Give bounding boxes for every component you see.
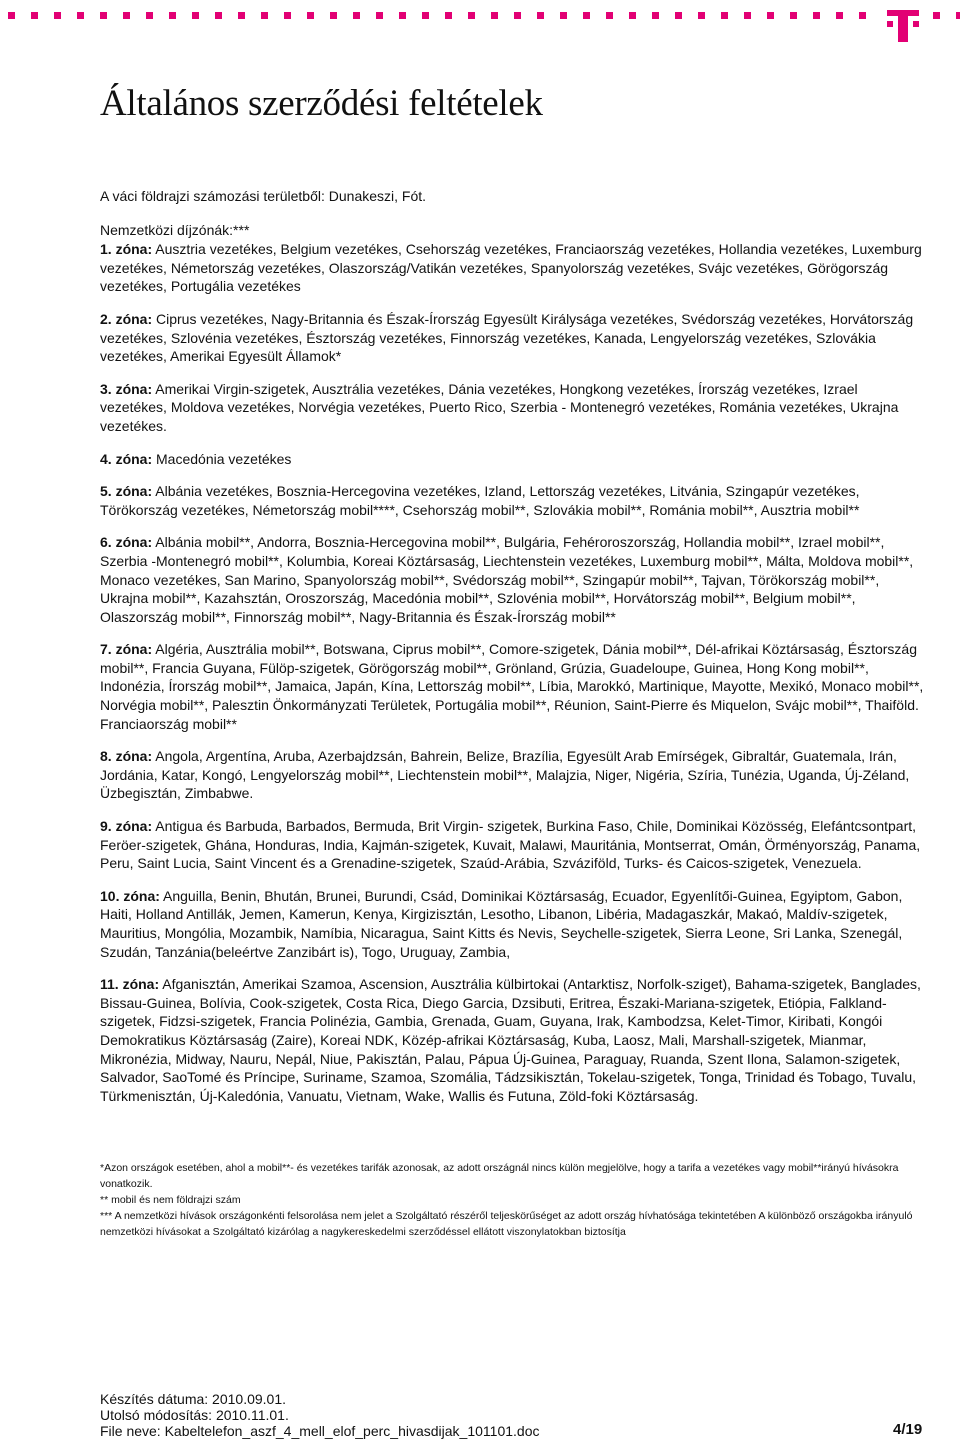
header-dot xyxy=(675,12,682,19)
zone-list xyxy=(100,240,928,1105)
header-dot xyxy=(445,12,452,19)
zone-countries: Algéria, Ausztrália mobil**, Botswana, Ciprus mobil**, Comore-szigetek, Dánia mobil**, Dél-afrikai Köztársaság, Észtország mobil**, Francia Guyana, Fülöp-szigetek, Görögország mobil**, Grönland, Grúzia, Guadeloupe, Guinea, Hong Kong mobil**, Indonézia, Írország mobil**, Jamaica, Japán, Kína, Lettország mobil**, Líbia, Marokkó, Martinique, Mayotte, Mexikó, Monaco mobil**, Norvégia mobil**, Palesztin Önkormányzati Területek, Portugália mobil**, Réunion, Saint-Pierre és Miquelon, Svájc mobil**, Thaiföld. Franciaország mobil** xyxy=(100,641,924,732)
zone-label: 4. zóna: xyxy=(100,450,153,467)
header-dot xyxy=(744,12,751,19)
header-dot xyxy=(514,12,521,19)
created-date: Készítés dátuma: 2010.09.01. xyxy=(100,1391,287,1407)
zone-paragraph xyxy=(100,887,928,961)
zone-paragraph xyxy=(100,817,928,873)
zone-countries: Anguilla, Benin, Bhután, Brunei, Burundi, Csád, Dominikai Köztársaság, Ecuador, Egyenlítői-Guinea, Egyiptom, Gabon, Haiti, Holland Antillák, Jemen, Kamerun, Kenya, Kirgizisztán, Lesotho, Libanon, Libéria, Madagaszkár, Makaó, Maldív-szigetek, Mauritius, Mongólia, Mozambik, Namíbia, Nicaragua, Saint Kitts és Nevis, Seychelle-szigetek, Sierra Leone, Sri Lanka, Szenegál, Szudán, Tanzánia(beleértve Zanzibárt is), Togo, Uruguay, Zambia, xyxy=(100,887,903,960)
zone-paragraph xyxy=(100,975,928,1105)
zone-label: 7. zóna: xyxy=(100,641,153,658)
page-title: Általános szerződési feltételek xyxy=(100,83,543,124)
header-dot xyxy=(491,12,498,19)
document-body xyxy=(100,187,928,1119)
header-dot xyxy=(836,12,843,19)
modified-date: Utolsó módosítás: 2010.11.01. xyxy=(100,1407,289,1423)
header-dot xyxy=(215,12,222,19)
footnotes xyxy=(100,1160,930,1240)
header-dot xyxy=(606,12,613,19)
zone-label: 1. zóna: xyxy=(100,241,153,258)
footnote-2: ** mobil és nem földrajzi szám xyxy=(100,1194,241,1206)
header-dot xyxy=(8,12,15,19)
header-dot xyxy=(560,12,567,19)
zone-countries: Antigua és Barbuda, Barbados, Bermuda, Brit Virgin- szigetek, Burkina Faso, Chile, Dominikai Közösség, Elefántcsontpart, Feröer-szigetek, Ghána, Honduras, India, Kajmán-szigetek, Kuvait, Malawi, Mauritánia, Montserrat, Omán, Örményország, Panama, Peru, Saint Lucia, Saint Vincent és a Grenadine-szigetek, Szaúd-Arábia, Szváziföld, Turks- és Caicos-szigetek, Venezuela. xyxy=(100,818,921,872)
zone-paragraph xyxy=(100,533,928,626)
footnote-1: *Azon országok esetében, ahol a mobil**- és vezetékes tarifák azonosak, az adott országnál nincs külön megjelölve, hogy a tarifa a vezetékes vagy mobil**irányú hívásokra vonatkozik. xyxy=(100,1162,899,1190)
document-meta xyxy=(100,1391,539,1439)
zone-paragraph xyxy=(100,450,928,469)
header-dot xyxy=(721,12,728,19)
intro-text: A váci földrajzi számozási területből: Dunakeszi, Fót. xyxy=(100,188,427,204)
zone-countries: Albánia vezetékes, Bosznia-Hercegovina vezetékes, Izland, Lettország vezetékes, Litvánia, Szingapúr vezetékes, Törökország vezetékes, Németország mobil****, Csehország mobil**, Szlovákia mobil**, Románia mobil**, Ausztria mobil** xyxy=(100,483,860,518)
zone-countries: Amerikai Virgin-szigetek, Ausztrália vezetékes, Dánia vezetékes, Hongkong vezetékes, Írország vezetékes, Izrael vezetékes, Moldova vezetékes, Norvégia vezetékes, Puerto Rico, Szerbia - Montenegró vezetékes, Románia vezetékes, Ukrajna vezetékes. xyxy=(100,380,899,434)
header-dot xyxy=(77,12,84,19)
zone-countries: Ausztria vezetékes, Belgium vezetékes, Csehország vezetékes, Franciaország vezetékes, Hollandia vezetékes, Luxemburg vezetékes, Németország vezetékes, Olaszország/Vatikán vezetékes, Spanyolország vezetékes, Svájc vezetékes, Görögország vezetékes, Portugália vezetékes xyxy=(100,241,922,295)
zone-label: 10. zóna: xyxy=(100,887,160,904)
header-dot xyxy=(353,12,360,19)
header-dot xyxy=(54,12,61,19)
zone-paragraph xyxy=(100,640,928,733)
header-dot-pattern xyxy=(0,12,960,24)
page-number: 4/19 xyxy=(893,1421,923,1438)
telekom-t-logo xyxy=(887,4,919,44)
header-dot xyxy=(31,12,38,19)
zone-countries: Angola, Argentína, Aruba, Azerbajdzsán, Bahrein, Belize, Brazília, Egyesült Arab Emírségek, Gibraltár, Guatemala, Irán, Jordánia, Katar, Kongó, Lengyelország mobil**, Liechtenstein mobil**, Malajzia, Niger, Nigéria, Szíria, Tunézia, Uganda, Új-Zéland, Üzbegisztán, Zimbabwe. xyxy=(100,748,910,802)
header-dot xyxy=(652,12,659,19)
header-dot xyxy=(422,12,429,19)
header-dot xyxy=(790,12,797,19)
header-dot xyxy=(537,12,544,19)
header-dot xyxy=(169,12,176,19)
header-dot xyxy=(956,12,960,19)
zone-countries: Afganisztán, Amerikai Szamoa, Ascension, Ausztrália külbirtokai (Antarktisz, Norfolk-sziget), Bahama-szigetek, Banglades, Bissau-Guinea, Bolívia, Cook-szigetek, Costa Rica, Diego Garcia, Dzsibuti, Eritrea, Északi-Mariana-szigetek, Etiópia, Falkland-szigetek, Fidzsi-szigetek, Francia Polinézia, Gambia, Grenada, Guam, Guyana, Irak, Kambodzsa, Kelet-Timor, Kiribati, Kongói Demokratikus Köztársaság (Zaire), Koreai NDK, Közép-afrikai Köztársaság, Kuba, Laosz, Mali, Marshall-szigetek, Mianmar, Mikronézia, Midway, Nauru, Nepál, Niue, Pakisztán, Palau, Pápua Új-Guinea, Paraguay, Ruanda, Szent Ilona, Salamon-szigetek, Salvador, SaoTomé és Príncipe, Suriname, Szamoa, Szomália, Tádzsikisztán, Tokelau-szigetek, Tonga, Trinidad és Tobago, Tuvalu, Türkmenisztán, Új-Kaledónia, Vanuatu, Vietnam, Wake, Wallis és Futuna, Zöld-foki Köztársaság. xyxy=(100,976,921,1104)
zone-paragraph xyxy=(100,380,928,436)
zone-paragraph xyxy=(100,310,928,366)
header-dot xyxy=(933,12,940,19)
header-dot xyxy=(399,12,406,19)
zone-countries: Ciprus vezetékes, Nagy-Britannia és Észak-Írország Egyesült Királysága vezetékes, Svédország vezetékes, Horvátország vezetékes, Szlovénia vezetékes, Észtország vezetékes, Finnország vezetékes, Kanada, Lengyelország vezetékes, Szlovákia vezetékes, Amerikai Egyesült Államok* xyxy=(100,310,914,365)
header-dot xyxy=(468,12,475,19)
zone-label: 5. zóna: xyxy=(100,483,153,500)
section-title: Nemzetközi díjzónák:*** xyxy=(100,221,250,238)
zone-paragraph xyxy=(100,482,928,519)
zone-countries: Albánia mobil**, Andorra, Bosznia-Hercegovina mobil**, Bulgária, Fehéroroszország, Hollandia mobil**, Izrael mobil**, Szerbia -Montenegró mobil**, Kolumbia, Koreai Köztársaság, Liechtenstein vezetékes, Luxemburg mobil**, Málta, Moldova mobil**, Monaco vezetékes, San Marino, Spanyolország mobil**, Svédország mobil**, Szingapúr mobil**, Tajvan, Törökország mobil**, Ukrajna mobil**, Kazahsztán, Oroszország, Macedónia mobil**, Szlovénia mobil**, Horvátország mobil**, Belgium mobil**, Olaszország mobil**, Finnország mobil**, Nagy-Britannia és Észak-Írország mobil** xyxy=(100,534,914,625)
header-dot xyxy=(698,12,705,19)
header-dot xyxy=(859,12,866,19)
header-dot xyxy=(376,12,383,19)
header-dot xyxy=(767,12,774,19)
header-dot xyxy=(238,12,245,19)
zone-label: 3. zóna: xyxy=(100,380,153,397)
zone-paragraph xyxy=(100,747,928,803)
zone-paragraph xyxy=(100,240,928,296)
zone-label: 2. zóna: xyxy=(100,310,153,327)
header-dot xyxy=(123,12,130,19)
header-dot xyxy=(307,12,314,19)
header-dot xyxy=(583,12,590,19)
zone-label: 6. zóna: xyxy=(100,534,153,551)
zone-label: 11. zóna: xyxy=(100,976,160,993)
zone-label: 8. zóna: xyxy=(100,748,153,765)
header-dot xyxy=(330,12,337,19)
header-dot xyxy=(192,12,199,19)
footnote-3: *** A nemzetközi hívások országonkénti felsorolása nem jelet a Szolgáltató részéről teljeskörűséget az adott ország hívhatósága tekintetében A különböző országokba irányuló nemzetközi hívásokat a Szolgáltató kizárólag a nagykereskedelmi szerződéssel ellátott viszonylatokban biztosítja xyxy=(100,1210,913,1238)
header-dot xyxy=(261,12,268,19)
header-dot xyxy=(146,12,153,19)
header-dot xyxy=(284,12,291,19)
file-name: File neve: Kabeltelefon_aszf_4_mell_elof_perc_hivasdijak_101101.doc xyxy=(100,1423,540,1439)
header-dot xyxy=(813,12,820,19)
zone-label: 9. zóna: xyxy=(100,818,153,835)
zone-countries: Macedónia vezetékes xyxy=(152,450,292,467)
header-dot xyxy=(100,12,107,19)
header-dot xyxy=(629,12,636,19)
